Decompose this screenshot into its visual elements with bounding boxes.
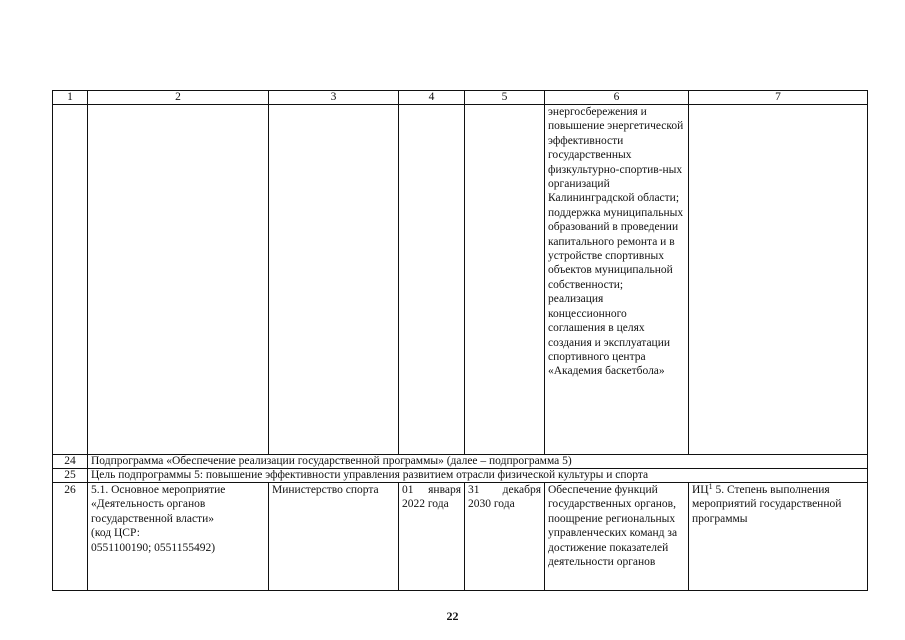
table-row-25 — [53, 469, 868, 483]
column-number-row — [53, 91, 868, 105]
column-number: 6 — [545, 91, 689, 105]
row-number: 25 — [53, 469, 88, 483]
table-cell — [88, 105, 269, 455]
indicator — [689, 483, 868, 591]
program-measures-table — [52, 90, 868, 591]
table-row-continuation — [53, 105, 868, 455]
table-cell — [465, 105, 545, 455]
page-number: 22 — [446, 609, 459, 623]
row-number: 24 — [53, 455, 88, 469]
table-row-24 — [53, 455, 868, 469]
table-row-26 — [53, 483, 868, 591]
expected-result: Обеспечение функций государственных органов, поощрение региональных управленческих команд за достижение показателей деятельности органов — [545, 483, 689, 591]
table-cell — [689, 105, 868, 455]
subprogram-title: Подпрограмма «Обеспечение реализации государственной программы» (далее – подпрограмма 5) — [88, 455, 868, 469]
column-number: 3 — [269, 91, 399, 105]
expected-result-cell: энергосбережения и повышение энергетической эффективности государственных физкультурно-спортив-ных организаций Калининградской области; поддержка муниципальных образований в проведении капитального ремонта и в устройстве спортивных объектов муниципальной собственности; реализация концессионного соглашения в целях создания и эксплуатации спортивного центра «Академия баскетбола» — [545, 105, 689, 455]
subprogram-goal: Цель подпрограммы 5: повышение эффективности управления развитием отрасли физической культуры и спорта — [88, 469, 868, 483]
column-number: 5 — [465, 91, 545, 105]
row-number: 26 — [53, 483, 88, 591]
column-number: 1 — [53, 91, 88, 105]
indicator-prefix: ИЦ — [692, 484, 709, 496]
column-number: 2 — [88, 91, 269, 105]
measure-name: 5.1. Основное мероприятие «Деятельность органов государственной власти» (код ЦСР: 0551100190; 0551155492) — [88, 483, 269, 591]
column-number: 4 — [399, 91, 465, 105]
indicator-text: 5. Степень выполнения мероприятий государственной программы — [692, 484, 842, 525]
column-number: 7 — [689, 91, 868, 105]
table-cell — [269, 105, 399, 455]
indicator-superscript: 1 — [708, 482, 713, 491]
start-date: 01 января 2022 года — [399, 483, 465, 591]
executor: Министерство спорта — [269, 483, 399, 591]
end-date: 31 декабря 2030 года — [465, 483, 545, 591]
table-cell — [399, 105, 465, 455]
table-cell — [53, 105, 88, 455]
